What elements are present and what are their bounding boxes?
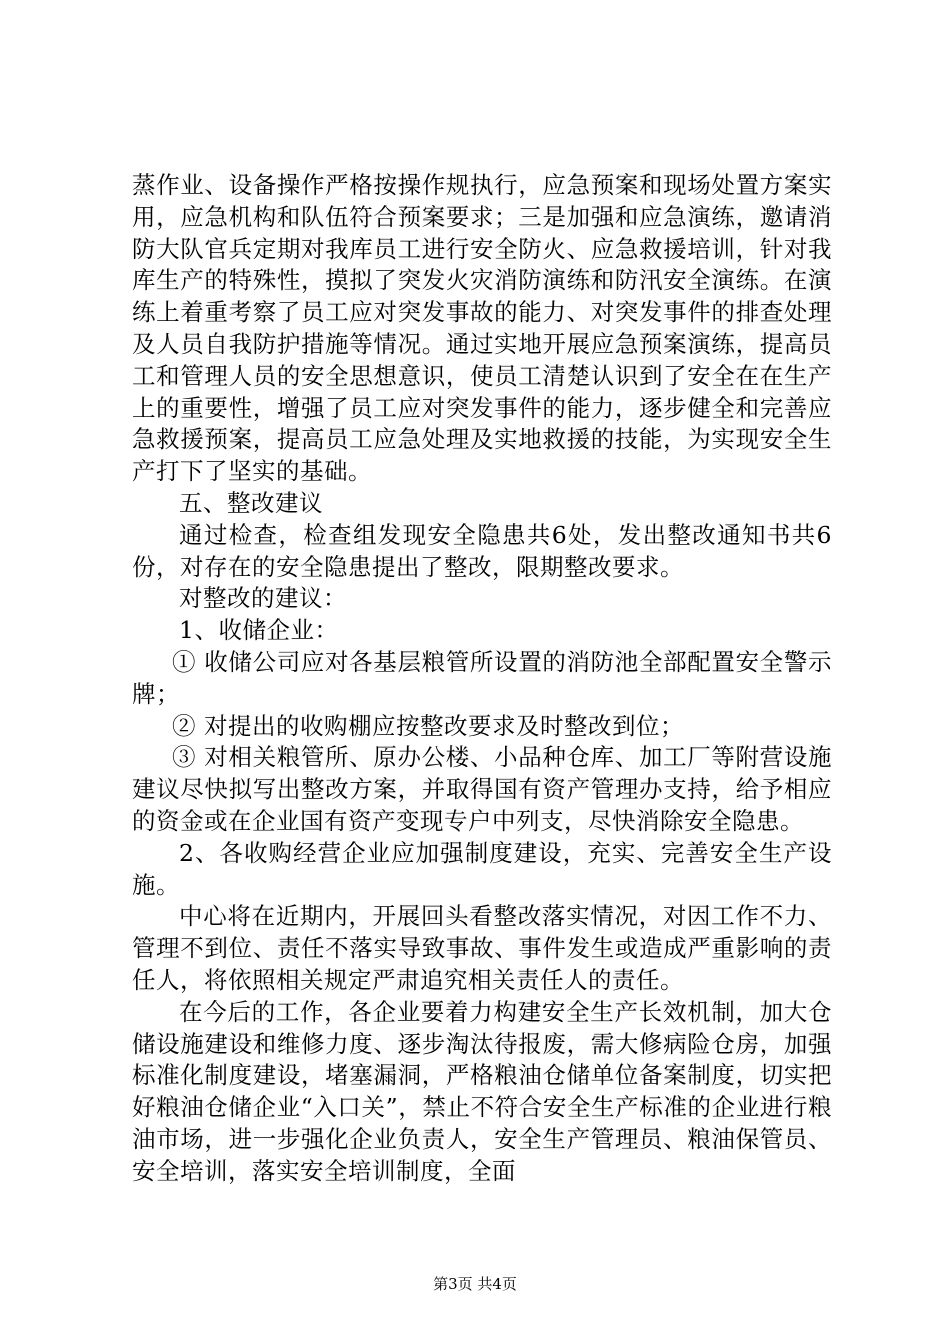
paragraph-inspection-result: 通过检查，检查组发现安全隐患共6处，发出整改通知书共6份，对存在的安全隐患提出了整改，限期整改要求。 <box>132 520 832 581</box>
paragraph-future-work: 在今后的工作，各企业要着力构建安全生产长效机制，加大仓储设施建设和维修力度、逐步淘汰待报废，需大修病险仓房，加强标准化制度建设，堵塞漏洞，严格粮油仓储单位备案制度，切实把好粮油仓储企业“入口关”，禁止不符合安全生产标准的企业进行粮油市场，进一步强化企业负责人，安全生产管理员、粮油保管员、安全培训，落实安全培训制度，全面 <box>132 997 832 1185</box>
sub-item-2: ② 对提出的收购棚应按整改要求及时整改到位； <box>172 711 684 740</box>
paragraph-suggestions-intro: 对整改的建议： <box>179 584 347 613</box>
document-body <box>132 170 832 1188</box>
sub-item-3: ③ 对相关粮管所、原办公楼、小品种仓库、加工厂等附营设施建议尽快拟写出整改方案，并取得国有资产管理办支持，给予相应的资金或在企业国有资产变现专户中列支，尽快消除安全隐患。 <box>132 743 832 835</box>
paragraph-continuation: 蒸作业、设备操作严格按操作规执行，应急预案和现场处置方案实用，应急机构和队伍符合预案要求；三是加强和应急演练，邀请消防大队官兵定期对我库员工进行安全防火、应急救援培训，针对我库生产的特殊性，摸拟了突发火灾消防演练和防汛安全演练。在演练上着重考察了员工应对突发事故的能力、对突发事件的排查处理及人员自我防护措施等情况。通过实地开展应急预案演练，提高员工和管理人员的安全思想意识，使员工清楚认识到了安全在在生产上的重要性，增强了员工应对突发事件的能力，逐步健全和完善应急救援预案，提高员工应急处理及实地救援的技能，为实现安全生产打下了坚实的基础。 <box>132 171 832 486</box>
list-item-2: 2、各收购经营企业应加强制度建设，充实、完善安全生产设施。 <box>132 838 832 899</box>
sub-item-1: ① 收储公司应对各基层粮管所设置的消防池全部配置安全警示牌； <box>132 647 832 708</box>
list-item-1: 1、收储企业： <box>179 616 339 645</box>
section-heading-rectification: 五、整改建议 <box>179 488 323 517</box>
page-footer: 第3页 共4页 <box>433 1275 517 1293</box>
paragraph-follow-up: 中心将在近期内，开展回头看整改落实情况，对因工作不力、管理不到位、责任不落实导致事故、事件发生或造成严重影响的责任人，将依照相关规定严肃追究相关责任人的责任。 <box>132 902 832 994</box>
